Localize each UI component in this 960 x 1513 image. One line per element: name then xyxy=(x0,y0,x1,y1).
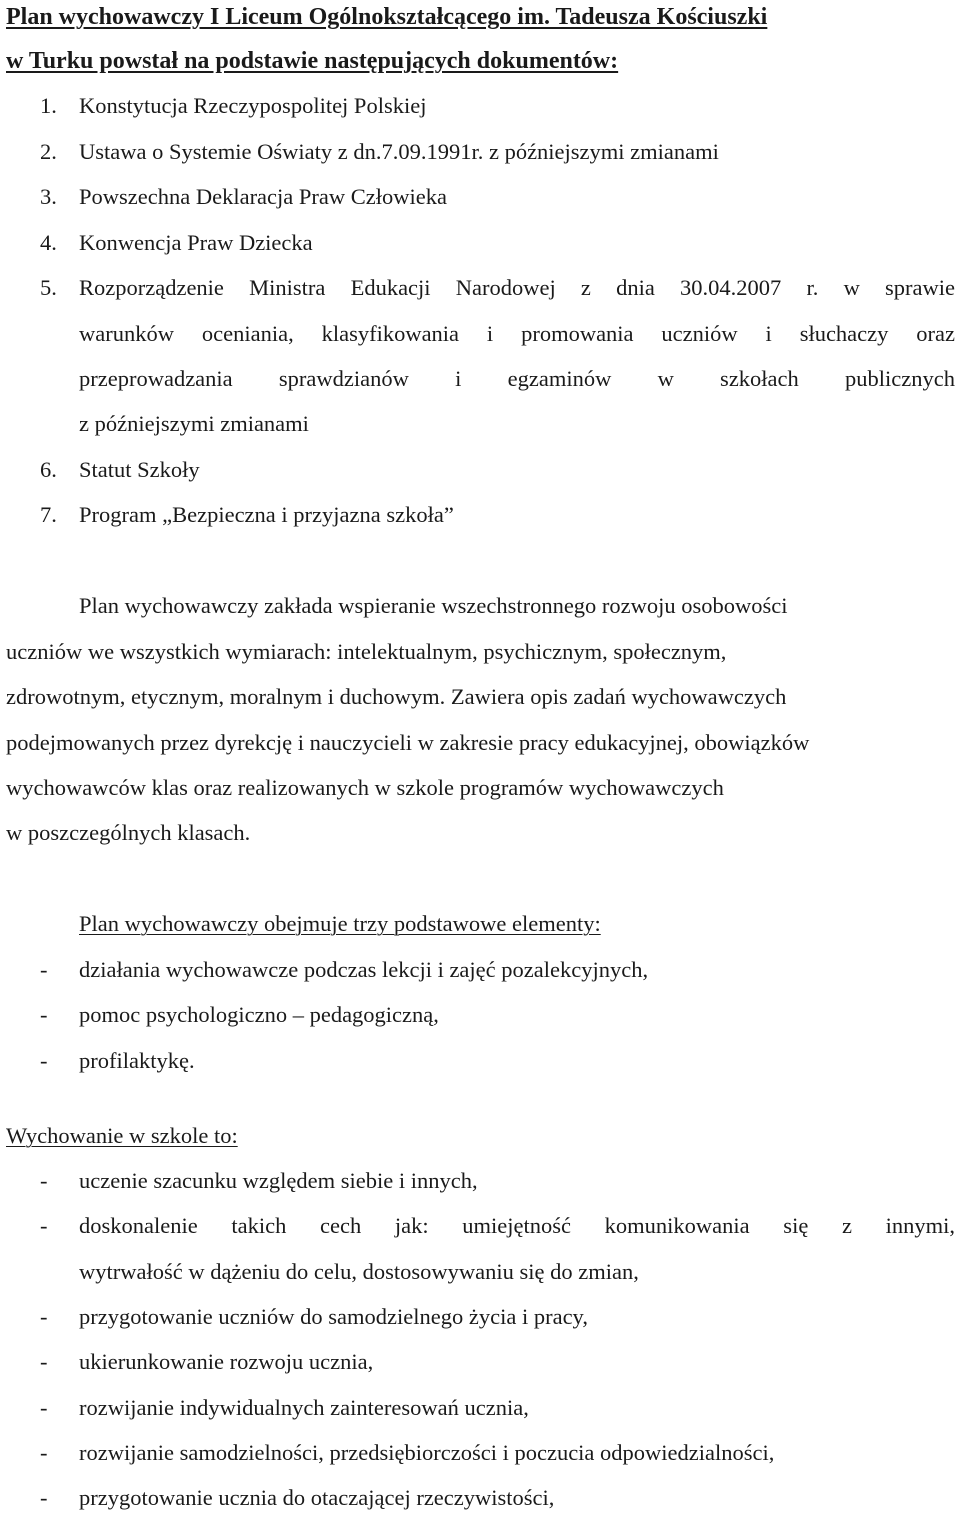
list-item-number: 6. xyxy=(40,457,57,482)
bullet-item: ukierunkowanie rozwoju ucznia, xyxy=(79,1349,374,1374)
list-item-number: 3. xyxy=(40,184,57,209)
bullet-dash: - xyxy=(40,1002,48,1027)
bullet-item: rozwijanie indywidualnych zainteresowań ucznia, xyxy=(79,1395,529,1420)
list-item-line: Rozporządzenie Ministra Edukacji Narodowej z dnia 30.04.2007 r. w sprawie xyxy=(79,275,955,300)
bullet-dash: - xyxy=(40,1048,48,1073)
bullet-item: doskonalenie takich cech jak: umiejętność komunikowania się z innymi, xyxy=(79,1213,955,1238)
list-item: Konwencja Praw Dziecka xyxy=(79,230,313,255)
list-item: Program „Bezpieczna i przyjazna szkoła” xyxy=(79,502,454,527)
list-item-line: z późniejszymi zmianami xyxy=(79,411,309,436)
heading-line-1: Plan wychowawczy I Liceum Ogólnokształcącego im. Tadeusza Kościuszki xyxy=(6,4,768,30)
bullet-item: pomoc psychologiczno – pedagogiczną, xyxy=(79,1002,439,1027)
list-item-number: 7. xyxy=(40,502,57,527)
paragraph-line: zdrowotnym, etycznym, moralnym i duchowym. Zawiera opis zadań wychowawczych xyxy=(6,684,787,709)
section-title: Wychowanie w szkole to: xyxy=(6,1123,238,1148)
paragraph-line: uczniów we wszystkich wymiarach: intelektualnym, psychicznym, społecznym, xyxy=(6,639,727,664)
list-item-number: 1. xyxy=(40,93,57,118)
list-item-line: przeprowadzania sprawdzianów i egzaminów w szkołach publicznych xyxy=(79,366,955,391)
list-item: Konstytucja Rzeczypospolitej Polskiej xyxy=(79,93,427,118)
section-title: Plan wychowawczy obejmuje trzy podstawowe elementy: xyxy=(79,911,601,936)
paragraph-line: w poszczególnych klasach. xyxy=(6,820,251,845)
bullet-dash: - xyxy=(40,1485,48,1510)
bullet-item: uczenie szacunku względem siebie i innych, xyxy=(79,1168,478,1193)
bullet-item: rozwijanie samodzielności, przedsiębiorczości i poczucia odpowiedzialności, xyxy=(79,1440,775,1465)
bullet-dash: - xyxy=(40,1349,48,1374)
list-item: Powszechna Deklaracja Praw Człowieka xyxy=(79,184,447,209)
bullet-dash: - xyxy=(40,1213,48,1238)
list-item-number: 4. xyxy=(40,230,57,255)
bullet-dash: - xyxy=(40,1395,48,1420)
list-item-number: 2. xyxy=(40,139,57,164)
list-item: Ustawa o Systemie Oświaty z dn.7.09.1991r. z późniejszymi zmianami xyxy=(79,139,719,164)
bullet-dash: - xyxy=(40,1168,48,1193)
paragraph-line: Plan wychowawczy zakłada wspieranie wszechstronnego rozwoju osobowości xyxy=(79,593,788,618)
bullet-item: profilaktykę. xyxy=(79,1048,195,1073)
bullet-dash: - xyxy=(40,1440,48,1465)
paragraph-line: podejmowanych przez dyrekcję i nauczycieli w zakresie pracy edukacyjnej, obowiązków xyxy=(6,730,810,755)
bullet-item-continuation: wytrwałość w dążeniu do celu, dostosowywaniu się do zmian, xyxy=(79,1259,639,1284)
bullet-item: działania wychowawcze podczas lekcji i zajęć pozalekcyjnych, xyxy=(79,957,649,982)
bullet-dash: - xyxy=(40,957,48,982)
list-item-line: warunków oceniania, klasyfikowania i promowania uczniów i słuchaczy oraz xyxy=(79,321,955,346)
heading-line-2: w Turku powstał na podstawie następujących dokumentów: xyxy=(6,48,619,74)
list-item-number: 5. xyxy=(40,275,57,300)
bullet-dash: - xyxy=(40,1304,48,1329)
bullet-item: przygotowanie uczniów do samodzielnego życia i pracy, xyxy=(79,1304,588,1329)
bullet-item: przygotowanie ucznia do otaczającej rzeczywistości, xyxy=(79,1485,555,1510)
list-item: Statut Szkoły xyxy=(79,457,200,482)
paragraph-line: wychowawców klas oraz realizowanych w szkole programów wychowawczych xyxy=(6,775,724,800)
